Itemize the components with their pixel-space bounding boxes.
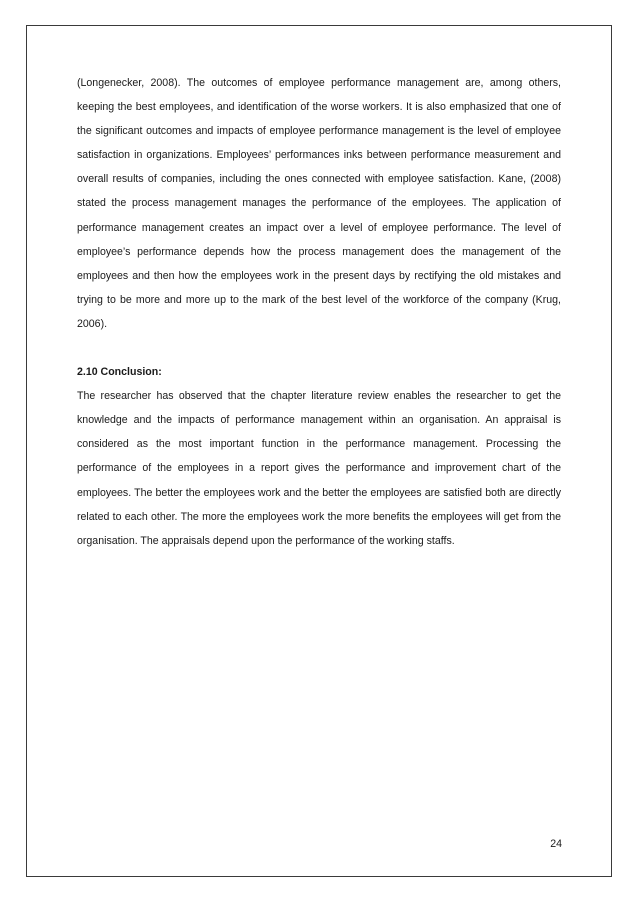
page-number: 24 <box>550 838 562 850</box>
page-content <box>77 71 561 553</box>
section-heading: 2.10 Conclusion: <box>77 366 162 379</box>
body-paragraph-1: (Longenecker, 2008). The outcomes of employee performance management are, among others, keeping the best employees, and identification of the worse workers. It is also emphasized that one of the significant outcomes and impacts of employee performance management is the level of employee satisfaction in organizations. Employees’ performances inks between performance measurement and overall results of companies, including the ones connected with employee satisfaction. Kane, (2008) stated the process management manages the performance of the employees. The application of performance management creates an impact over a level of employee performance. The level of employee’s performance depends how the process management does the management of the employees and then how the employees work in the present days by rectifying the old mistakes and trying to be more and more up to the mark of the best level of the workforce of the company (Krug, 2006). <box>77 77 561 330</box>
body-paragraph-2: The researcher has observed that the chapter literature review enables the researcher to get the knowledge and the impacts of performance management within an organisation. An appraisal is considered as the most important function in the performance management. Processing the performance of the employees in a report gives the performance and improvement chart of the employees. The better the employees work and the better the employees are satisfied both are directly related to each other. The more the employees work the more benefits the employees will get from the organisation. The appraisals depend upon the performance of the working staffs. <box>77 390 561 547</box>
